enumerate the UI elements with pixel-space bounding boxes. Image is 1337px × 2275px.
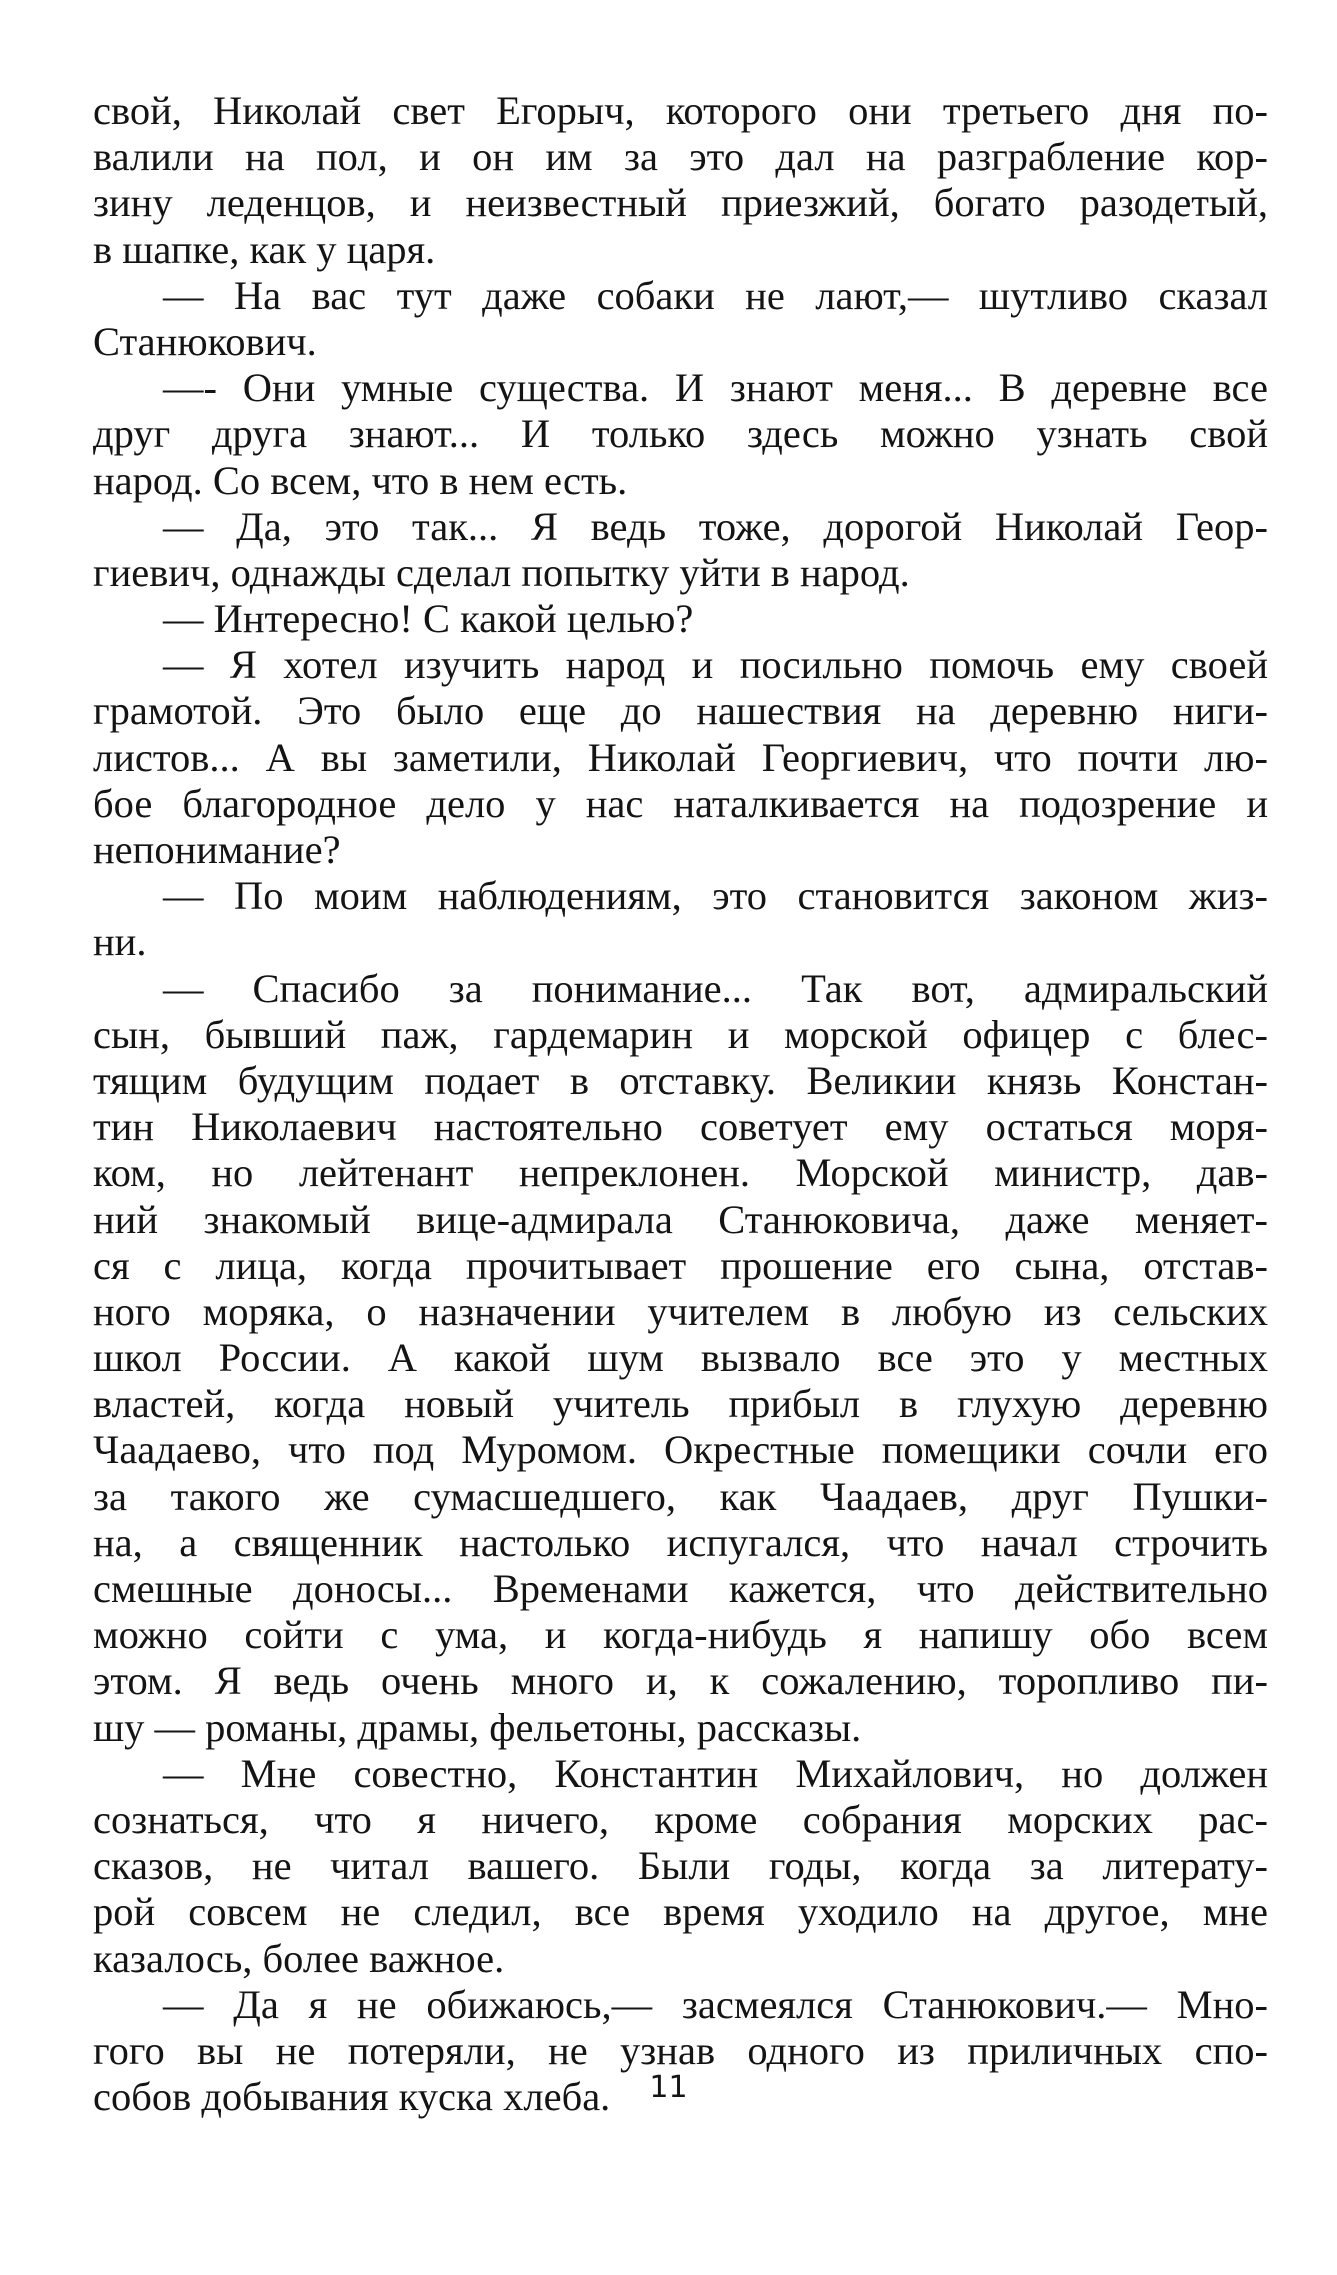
text-line: — Да я не обижаюсь,— засмеялся Станюкович.— Мно- — [163, 1981, 1268, 2027]
text-line: Станюкович. — [93, 318, 317, 364]
text-line: рой совсем не следил, все время уходило на другое, мне — [93, 1889, 1268, 1935]
text-line: тин Николаевич настоятельно советует ему остаться моря- — [93, 1104, 1268, 1150]
text-line: — Я хотел изучить народ и посильно помочь ему своей — [163, 642, 1268, 688]
text-line: шу — романы, драмы, фельетоны, рассказы. — [93, 1704, 862, 1750]
text-line: — На вас тут даже собаки не лают,— шутливо сказал — [163, 272, 1268, 318]
text-line: свой, Николай свет Егорыч, которого они третьего дня по- — [93, 88, 1268, 133]
text-line: непонимание? — [93, 827, 341, 872]
text-line: —- Они умные существа. И знают меня... В деревне все — [163, 365, 1268, 411]
text-line: этом. Я ведь очень много и, к сожалению, торопливо пи- — [93, 1658, 1268, 1704]
text-line: грамотой. Это было еще до нашествия на деревню ниги- — [93, 688, 1268, 734]
text-line: школ России. А какой шум вызвало все это у местных — [93, 1335, 1268, 1381]
text-line: народ. Со всем, что в нем есть. — [93, 457, 628, 503]
text-line: сознаться, что я ничего, кроме собрания морских рас- — [93, 1796, 1268, 1842]
text-line: Чаадаево, что под Муромом. Окрестные помещики сочли его — [93, 1427, 1268, 1473]
text-line: сын, бывший паж, гардемарин и морской офицер с блес- — [93, 1011, 1268, 1057]
page-body — [93, 88, 1268, 2120]
text-line: смешные доносы... Временами кажется, что действительно — [93, 1566, 1268, 1611]
text-line: гиевич, однажды сделал попытку уйти в народ. — [93, 549, 910, 595]
text-line: зину леденцов, и неизвестный приезжий, богато разодетый, — [93, 180, 1268, 226]
text-line: ся с лица, когда прочитывает прошение его сына, отстав- — [93, 1242, 1268, 1288]
text-line: ни. — [93, 919, 147, 965]
text-line: — Спасибо за понимание... Так вот, адмиральский — [163, 965, 1268, 1011]
text-line: — Интересно! С какой целью? — [163, 596, 694, 642]
text-line: за такого же сумасшедшего, как Чаадаев, друг Пушки- — [93, 1473, 1268, 1519]
text-line: листов... А вы заметили, Николай Георгиевич, что почти лю- — [93, 734, 1268, 780]
text-line: ного моряка, о назначении учителем в любую из сельских — [93, 1288, 1268, 1334]
page-number: 11 — [649, 2070, 688, 2105]
text-line: ком, но лейтенант непреклонен. Морской министр, дав- — [93, 1150, 1268, 1196]
text-line: на, а священник настолько испугался, что начал строчить — [93, 1519, 1268, 1565]
text-line: бое благородное дело у нас наталкивается на подозрение и — [93, 780, 1268, 826]
text-line: — Мне совестно, Константин Михайлович, но должен — [163, 1750, 1268, 1796]
text-line: ний знакомый вице-адмирала Станюковича, даже меняет- — [93, 1196, 1268, 1242]
text-line: сказов, не читал вашего. Были годы, когда за литерату- — [93, 1843, 1268, 1889]
text-line: гого вы не потеряли, не узнав одного из приличных спо- — [93, 2027, 1268, 2073]
text-line: валили на пол, и он им за это дал на разграбление кор- — [93, 134, 1268, 180]
text-line: властей, когда новый учитель прибыл в глухую деревню — [93, 1381, 1268, 1427]
text-line: можно сойти с ума, и когда-нибудь я напишу обо всем — [93, 1612, 1268, 1658]
text-line: — По моим наблюдениям, это становится законом жиз- — [163, 873, 1268, 919]
text-line: в шапке, как у царя. — [93, 226, 436, 272]
text-line: казалось, более важное. — [93, 1935, 505, 1981]
text-line: собов добывания куска хлеба. — [93, 2074, 611, 2120]
text-line: — Да, это так... Я ведь тоже, дорогой Николай Геор- — [163, 503, 1268, 549]
text-line: друг друга знают... И только здесь можно узнать свой — [93, 411, 1268, 457]
text-line: тящим будущим подает в отставку. Великии князь Констан- — [93, 1057, 1268, 1103]
